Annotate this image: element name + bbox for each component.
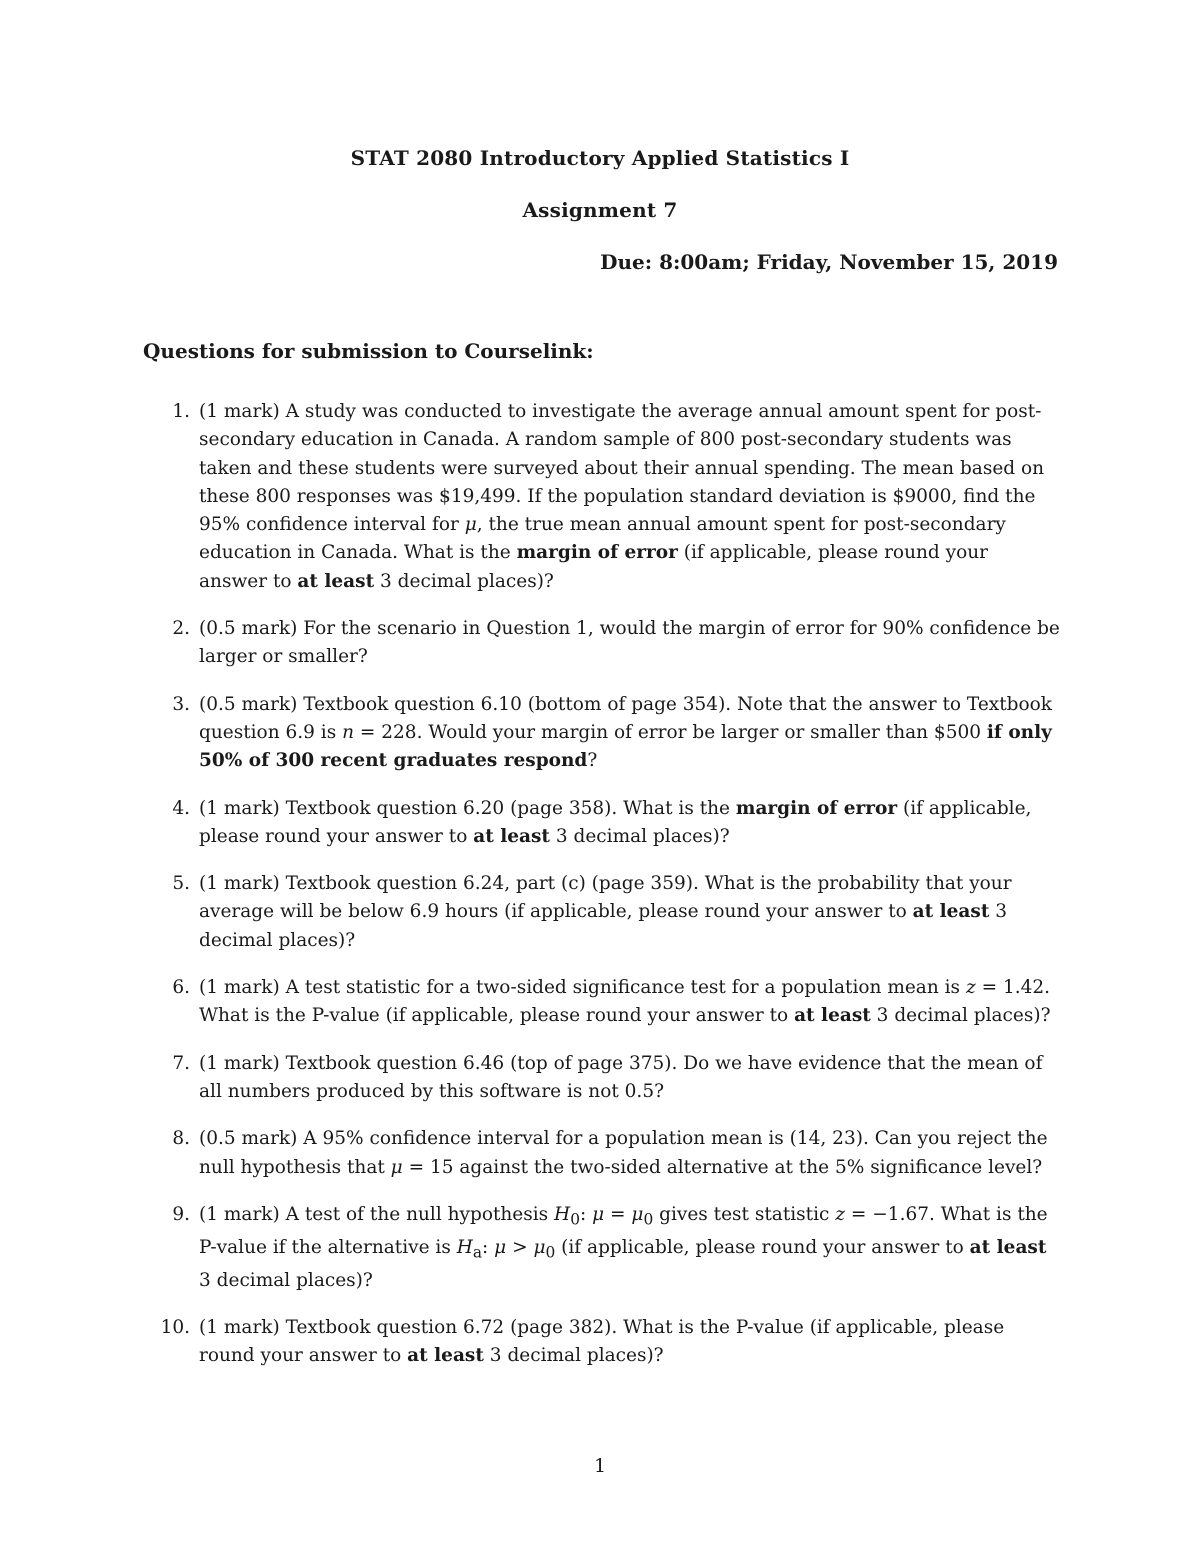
question-number: 10. — [160, 1317, 190, 1339]
question-2 — [140, 615, 1060, 672]
question-number: 8. — [172, 1128, 190, 1150]
question-text: (1 mark) Textbook question 6.72 (page 382). What is the P-value (if applicable, please round your answer to at least 3 decimal places)? — [199, 1317, 1005, 1367]
question-number: 4. — [172, 797, 190, 819]
question-3 — [140, 691, 1060, 776]
question-number: 6. — [172, 977, 190, 999]
question-text: (1 mark) Textbook question 6.46 (top of page 375). Do we have evidence that the mean of all numbers produced by this software is not 0.5? — [199, 1052, 1043, 1102]
question-list — [140, 398, 1060, 1390]
question-7 — [140, 1050, 1060, 1107]
section-heading: Questions for submission to Courselink: — [143, 339, 594, 363]
question-number: 1. — [172, 401, 190, 422]
due-date: Due: 8:00am; Friday, November 15, 2019 — [600, 250, 1058, 274]
question-number: 2. — [172, 618, 190, 640]
question-text: (1 mark) A test statistic for a two-sided significance test for a population mean is z = 1.42. What is the P-value (if applicable, please round your answer to at least 3 decimal places)? — [199, 977, 1051, 1027]
question-5 — [140, 870, 1060, 955]
question-9 — [140, 1201, 1060, 1295]
question-number: 5. — [172, 873, 190, 895]
question-text: (1 mark) A test of the null hypothesis $H_0$: $\mu = \mu_0$ gives test statistic z = −1.67. What is the P-value if the alternative is $H_a$: $\mu > \mu_0$ (if applicable, please round your answer to at least 3 decimal places)? — [199, 1203, 1048, 1291]
question-text: (0.5 mark) For the scenario in Question 1, would the margin of error for 90% confidence be larger or smaller? — [199, 618, 1060, 668]
question-1 — [140, 398, 1060, 596]
question-8 — [140, 1125, 1060, 1182]
question-text: (0.5 mark) A 95% confidence interval for a population mean is (14, 23). Can you reject the null hypothesis that μ = 15 against the two-sided alternative at the 5% significance level? — [199, 1128, 1048, 1178]
question-number: 9. — [172, 1203, 190, 1225]
question-text: (0.5 mark) Textbook question 6.10 (bottom of page 354). Note that the answer to Textbook question 6.9 is n = 228. Would your margin of error be larger or smaller than $500 if only 50% of 300 recent graduates respond? — [199, 693, 1052, 772]
assignment-title: Assignment 7 — [522, 198, 678, 222]
question-number: 7. — [172, 1052, 190, 1074]
question-4 — [140, 795, 1060, 852]
question-text: (1 mark) A study was conducted to investigate the average annual amount spent for post-secondary education in Canada. A random sample of 800 post-secondary students was taken and these students were surveyed about their annual spending. The mean based on these 800 responses was $19,499. If the population standard deviation is $9000, find the 95% confidence interval for μ, the true mean annual amount spent for post-secondary education in Canada. What is the margin of error (if applicable, please round your answer to at least 3 decimal places)? — [199, 401, 1045, 592]
question-text: (1 mark) Textbook question 6.20 (page 358). What is the margin of error (if applicable, please round your answer to at least 3 decimal places)? — [199, 797, 1032, 847]
page-number: 1 — [593, 1455, 607, 1477]
course-title: STAT 2080 Introductory Applied Statistics I — [350, 146, 850, 170]
question-text: (1 mark) Textbook question 6.24, part (c) (page 359). What is the probability that your average will be below 6.9 hours (if applicable, please round your answer to at least 3 decimal places)? — [199, 873, 1012, 951]
question-6 — [140, 974, 1060, 1031]
question-number: 3. — [172, 693, 190, 715]
question-10 — [140, 1314, 1060, 1371]
